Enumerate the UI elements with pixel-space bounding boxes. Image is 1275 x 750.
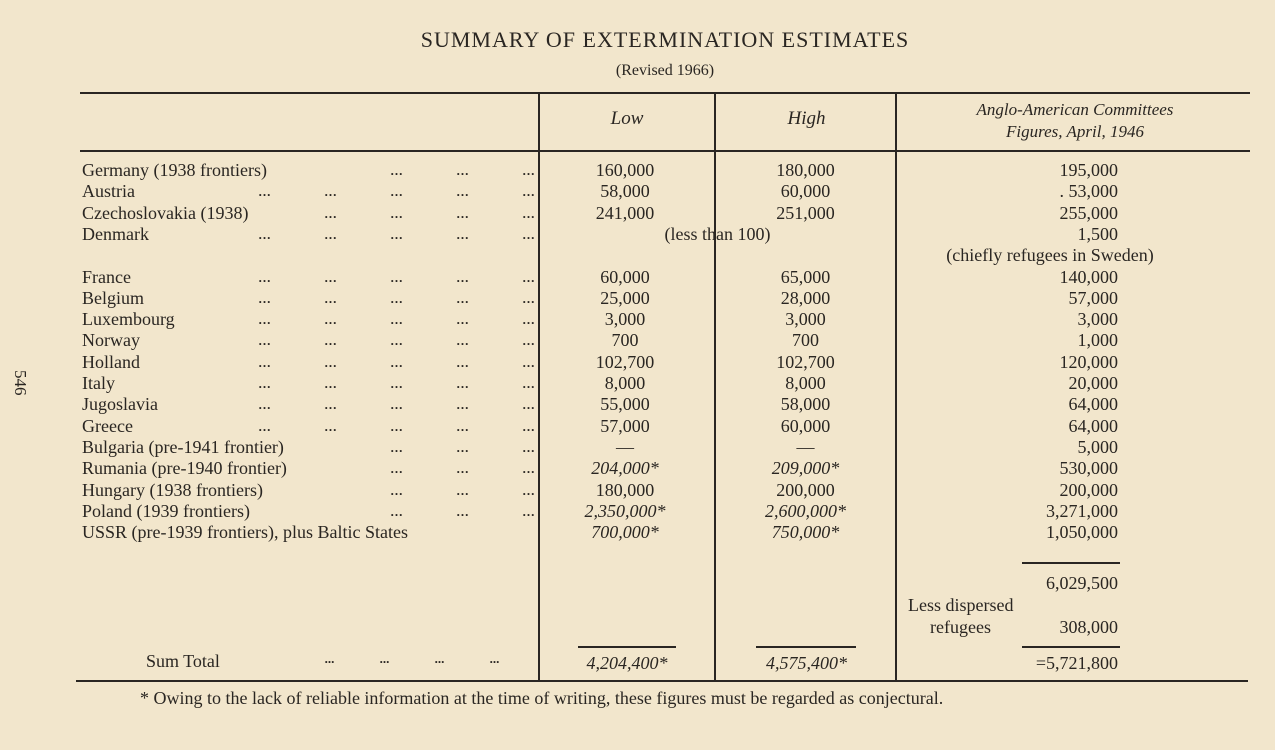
column-header-aa-line2: Figures, April, 1946 (1006, 122, 1144, 141)
leader-dots (232, 373, 562, 394)
anglo-american-figure: 530,000 (1059, 458, 1118, 479)
leader-dots (232, 224, 562, 245)
high-estimate: 251,000 (776, 202, 835, 223)
high-estimate: 58,000 (780, 394, 831, 415)
leader-dot: ... (258, 376, 272, 391)
table-row (0, 203, 1275, 224)
leader-dots (232, 416, 562, 437)
table-row (0, 522, 1275, 543)
country-name: Holland (82, 351, 140, 372)
low-estimate: 700,000* (591, 522, 659, 543)
leader-dot: ... (390, 205, 404, 221)
leader-dots (232, 288, 562, 309)
low-estimate: 8,000 (604, 373, 646, 393)
low-estimate: 25,000 (600, 287, 650, 308)
table-row (0, 267, 1275, 288)
anglo-american-figure: 64,000 (1068, 394, 1118, 415)
low-estimate: 55,000 (600, 394, 650, 415)
table-row (0, 330, 1275, 351)
leader-dot: ... (390, 376, 404, 391)
leader-dot: ... (324, 397, 338, 413)
leader-dot: ... (324, 312, 338, 328)
leader-dot: ... (258, 290, 272, 306)
country-name: Norway (82, 330, 140, 351)
leader-dot: ... (390, 226, 404, 242)
leader-dot: ... (258, 226, 272, 242)
anglo-american-figure: 64,000 (1068, 415, 1118, 436)
page-subtitle: (Revised 1966) (615, 62, 715, 79)
leader-dot: ... (456, 205, 470, 221)
low-estimate: 160,000 (595, 160, 655, 180)
leader-dot: ... (324, 418, 338, 434)
country-name: Belgium (82, 287, 144, 308)
leader-dot: ... (522, 333, 536, 349)
leader-dot: ... (522, 418, 536, 434)
table-row (0, 181, 1275, 202)
leader-dot: ... (522, 354, 536, 370)
leader-dots (232, 181, 562, 202)
leader-dots (364, 437, 562, 458)
country-name: Greece (82, 415, 133, 436)
leader-dot: ... (456, 163, 470, 178)
leader-dot: ... (390, 333, 404, 349)
leader-dots: ... (379, 651, 390, 666)
subtotal-value: 6,029,500 (1046, 573, 1118, 593)
high-estimate: 65,000 (780, 266, 831, 287)
leader-dot: ... (390, 163, 404, 178)
leader-dots (364, 458, 562, 479)
country-name: Jugoslavia (82, 394, 158, 415)
table-row (0, 245, 1275, 266)
country-name: Luxembourg (82, 309, 175, 330)
leader-dot: ... (456, 461, 470, 477)
low-estimate: 204,000* (591, 458, 659, 479)
sum-low-rule (578, 646, 676, 648)
leader-dot: ... (324, 226, 338, 242)
country-name: Rumania (pre-1940 frontier) (82, 458, 287, 479)
less-dispersed-label: Less dispersed (908, 595, 1014, 615)
high-estimate: 3,000 (785, 309, 826, 330)
leader-dot: ... (324, 269, 338, 285)
anglo-american-figure: 20,000 (1068, 373, 1118, 393)
leader-dots (232, 309, 562, 330)
sum-total-dots (232, 651, 522, 667)
sum-aa-rule (1022, 646, 1120, 648)
low-estimate: — (616, 436, 634, 457)
country-name: Denmark (82, 223, 149, 244)
leader-dot: ... (390, 439, 404, 455)
table-row (0, 309, 1275, 330)
high-estimate: 209,000* (771, 458, 840, 479)
leader-dot: ... (390, 418, 404, 434)
sum-total-low: 4,204,400* (586, 653, 668, 673)
leader-dot: ... (390, 290, 404, 306)
table-row (0, 501, 1275, 522)
less-dispersed-value: 308,000 (1059, 617, 1118, 637)
table-row (0, 288, 1275, 309)
leader-dot: ... (522, 269, 536, 285)
country-name: Bulgaria (pre-1941 frontier) (82, 436, 284, 457)
row-note: (chiefly refugees in Sweden) (946, 245, 1154, 266)
leader-dot: ... (456, 439, 470, 455)
column-header-aa-line1: Anglo-American Committees (976, 100, 1174, 119)
high-estimate: 700 (792, 330, 819, 351)
anglo-american-figure: 255,000 (1059, 202, 1118, 223)
low-estimate: 60,000 (600, 266, 650, 287)
leader-dot: ... (324, 333, 338, 349)
high-estimate: — (796, 436, 815, 457)
low-estimate: 57,000 (600, 415, 650, 436)
country-name: Czechoslovakia (1938) (82, 202, 249, 223)
low-estimate: 241,000 (595, 202, 655, 223)
leader-dot: ... (390, 397, 404, 413)
leader-dot: ... (324, 205, 338, 221)
anglo-american-figure: 200,000 (1059, 479, 1118, 500)
anglo-american-figure: 1,000 (1077, 330, 1118, 351)
anglo-american-figure: 195,000 (1059, 160, 1118, 180)
leader-dot: ... (258, 312, 272, 328)
leader-dot: ... (390, 312, 404, 328)
leader-dot: ... (522, 312, 536, 328)
leader-dot: ... (522, 439, 536, 455)
leader-dots (232, 330, 562, 351)
leader-dot: ... (522, 376, 536, 391)
column-header-low: Low (610, 108, 644, 129)
leader-dot: ... (258, 354, 272, 370)
bottom-rule (76, 680, 1248, 682)
leader-dots (298, 203, 562, 224)
sum-total-aa: =5,721,800 (1035, 653, 1118, 673)
leader-dot: ... (522, 482, 536, 498)
leader-dot: ... (390, 354, 404, 370)
country-name: France (82, 266, 131, 287)
leader-dots (364, 480, 562, 501)
leader-dots (232, 267, 562, 288)
column-header-high: High (787, 108, 826, 129)
high-estimate: 180,000 (776, 160, 835, 180)
high-estimate: 750,000* (771, 522, 840, 543)
subtotal-rule (1022, 562, 1120, 564)
anglo-american-figure: 140,000 (1059, 266, 1118, 287)
leader-dot: ... (522, 461, 536, 477)
low-estimate: 3,000 (604, 309, 646, 330)
anglo-american-figure: . 53,000 (1059, 181, 1118, 202)
leader-dot: ... (456, 503, 470, 519)
footnote: * Owing to the lack of reliable information at the time of writing, these figures must be regarded as conjectural. (140, 688, 944, 708)
high-estimate: 8,000 (785, 373, 826, 393)
leader-dot: ... (258, 269, 272, 285)
leader-dot: ... (456, 184, 470, 200)
anglo-american-figure: 1,050,000 (1046, 522, 1118, 543)
top-rule (80, 92, 1250, 94)
high-estimate: 102,700 (776, 351, 835, 372)
leader-dot: ... (456, 397, 470, 413)
sum-total-label: Sum Total (146, 651, 220, 671)
leader-dot: ... (324, 376, 338, 391)
high-estimate: 28,000 (780, 287, 831, 308)
sum-high-rule (756, 646, 856, 648)
leader-dots (364, 501, 562, 522)
leader-dots: ... (434, 651, 445, 666)
high-estimate: 60,000 (780, 181, 831, 202)
leader-dot: ... (258, 184, 272, 200)
leader-dot: ... (522, 503, 536, 519)
leader-dot: ... (456, 226, 470, 242)
low-estimate: 2,350,000* (584, 500, 666, 521)
anglo-american-figure: 1,500 (1077, 223, 1118, 244)
low-estimate: 180,000 (595, 479, 655, 500)
table-row (0, 416, 1275, 437)
table-row (0, 224, 1275, 245)
anglo-american-figure: 5,000 (1077, 436, 1118, 457)
sum-total-high: 4,575,400* (766, 653, 847, 673)
leader-dot: ... (390, 269, 404, 285)
leader-dot: ... (456, 312, 470, 328)
country-name: Italy (82, 373, 115, 393)
leader-dot: ... (456, 354, 470, 370)
table-row (0, 373, 1275, 394)
high-estimate: 200,000 (776, 479, 835, 500)
page-number: 546 (11, 370, 30, 396)
leader-dot: ... (522, 397, 536, 413)
leader-dot: ... (522, 163, 536, 178)
page-title: SUMMARY OF EXTERMINATION ESTIMATES (420, 27, 910, 52)
leader-dot: ... (258, 397, 272, 413)
country-name: Austria (82, 181, 135, 202)
leader-dot: ... (258, 418, 272, 434)
table-row (0, 352, 1275, 373)
low-estimate: 102,700 (595, 351, 655, 372)
leader-dot: ... (522, 184, 536, 200)
leader-dot: ... (324, 184, 338, 200)
refugees-label: refugees (930, 617, 991, 637)
leader-dot: ... (522, 226, 536, 242)
low-estimate: 58,000 (600, 181, 650, 202)
leader-dots (232, 394, 562, 415)
country-name: Hungary (1938 frontiers) (82, 479, 263, 500)
leader-dots (364, 160, 562, 181)
anglo-american-figure: 3,271,000 (1046, 500, 1118, 521)
leader-dot: ... (456, 418, 470, 434)
country-name: Germany (1938 frontiers) (82, 160, 267, 180)
table-row (0, 437, 1275, 458)
leader-dot: ... (456, 269, 470, 285)
header-rule (80, 150, 1250, 152)
leader-dots: ... (489, 651, 500, 666)
high-estimate: 60,000 (780, 415, 831, 436)
leader-dot: ... (456, 290, 470, 306)
low-estimate: 700 (611, 330, 639, 351)
leader-dot: ... (324, 354, 338, 370)
leader-dot: ... (324, 290, 338, 306)
leader-dots (232, 352, 562, 373)
leader-dot: ... (522, 290, 536, 306)
table-row (0, 394, 1275, 415)
leader-dot: ... (456, 482, 470, 498)
anglo-american-figure: 120,000 (1059, 351, 1118, 372)
leader-dot: ... (390, 482, 404, 498)
leader-dot: ... (456, 333, 470, 349)
table-row (0, 480, 1275, 501)
leader-dot: ... (456, 376, 470, 391)
table-row (0, 458, 1275, 479)
high-estimate: 2,600,000* (765, 500, 846, 521)
leader-dot: ... (390, 503, 404, 519)
merged-estimate: (less than 100) (664, 223, 771, 244)
country-name: USSR (pre-1939 frontiers), plus Baltic States (82, 522, 408, 543)
table-row (0, 160, 1275, 181)
anglo-american-figure: 57,000 (1068, 287, 1118, 308)
leader-dots: ... (324, 651, 335, 666)
leader-dot: ... (390, 184, 404, 200)
leader-dot: ... (258, 333, 272, 349)
country-name: Poland (1939 frontiers) (82, 500, 250, 521)
leader-dot: ... (390, 461, 404, 477)
leader-dot: ... (522, 205, 536, 221)
anglo-american-figure: 3,000 (1077, 309, 1118, 330)
